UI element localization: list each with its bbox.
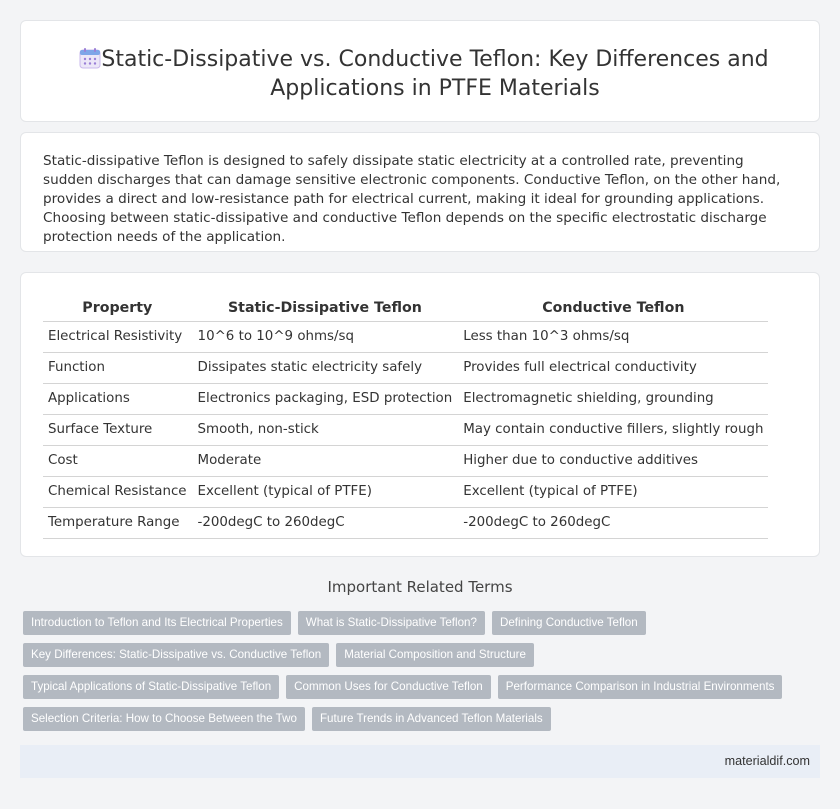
table-cell: Higher due to conductive additives <box>458 445 769 476</box>
related-term-tag[interactable]: What is Static-Dissipative Teflon? <box>298 611 485 635</box>
table-cell: -200degC to 260degC <box>192 507 458 538</box>
page-title: Static-Dissipative vs. Conductive Teflon: Key Differences and Applications in PTFE Materials <box>101 47 769 101</box>
related-terms-row <box>23 643 823 667</box>
table-row <box>43 476 768 507</box>
related-terms-row <box>23 675 823 699</box>
intro-paragraph: Static-dissipative Teflon is designed to safely dissipate static electricity at a controlled rate, preventing sudden discharges that can damage sensitive electronic components. Conductive Teflon, on the other hand, provides a direct and low-resistance path for electrical current, making it ideal for grounding applications. Choosing between static-dissipative and conductive Teflon depends on the specific electrostatic discharge protection needs of the application. <box>43 153 781 245</box>
related-term-tag[interactable]: Common Uses for Conductive Teflon <box>286 675 491 699</box>
related-term-tag[interactable]: Future Trends in Advanced Teflon Materials <box>312 707 551 731</box>
table-row <box>43 352 768 383</box>
comparison-table-card <box>20 272 820 557</box>
table-cell: Electromagnetic shielding, grounding <box>458 383 769 414</box>
footer <box>20 745 820 778</box>
related-term-tag[interactable]: Selection Criteria: How to Choose Between the Two <box>23 707 305 731</box>
table-cell: -200degC to 260degC <box>458 507 769 538</box>
table-cell: Chemical Resistance <box>43 476 192 507</box>
related-term-tag[interactable]: Defining Conductive Teflon <box>492 611 646 635</box>
table-cell: Excellent (typical of PTFE) <box>458 476 769 507</box>
table-cell: 10^6 to 10^9 ohms/sq <box>192 321 458 352</box>
table-cell: Cost <box>43 445 192 476</box>
table-header-row <box>43 295 768 321</box>
table-row <box>43 507 768 538</box>
table-row <box>43 445 768 476</box>
table-cell: May contain conductive fillers, slightly rough <box>458 414 769 445</box>
table-row <box>43 383 768 414</box>
table-cell: Applications <box>43 383 192 414</box>
related-terms-row <box>23 707 823 731</box>
table-cell: Electrical Resistivity <box>43 321 192 352</box>
table-cell: Function <box>43 352 192 383</box>
related-terms-row <box>23 611 823 635</box>
table-cell: Less than 10^3 ohms/sq <box>458 321 769 352</box>
related-term-tag[interactable]: Typical Applications of Static-Dissipative Teflon <box>23 675 279 699</box>
table-cell: Moderate <box>192 445 458 476</box>
comparison-table <box>43 295 768 539</box>
related-term-tag[interactable]: Performance Comparison in Industrial Environments <box>498 675 783 699</box>
table-row <box>43 321 768 352</box>
table-cell: Surface Texture <box>43 414 192 445</box>
column-header: Conductive Teflon <box>458 295 769 321</box>
table-cell: Excellent (typical of PTFE) <box>192 476 458 507</box>
table-cell: Dissipates static electricity safely <box>192 352 458 383</box>
related-terms-title: Important Related Terms <box>327 578 513 596</box>
related-term-tag[interactable]: Material Composition and Structure <box>336 643 534 667</box>
table-cell: Provides full electrical conductivity <box>458 352 769 383</box>
related-term-tag[interactable]: Key Differences: Static-Dissipative vs. Conductive Teflon <box>23 643 329 667</box>
table-cell: Electronics packaging, ESD protection <box>192 383 458 414</box>
table-cell: Temperature Range <box>43 507 192 538</box>
column-header: Property <box>43 295 192 321</box>
table-row <box>43 414 768 445</box>
table-cell: Smooth, non-stick <box>192 414 458 445</box>
column-header: Static-Dissipative Teflon <box>192 295 458 321</box>
title-card <box>20 20 820 122</box>
intro-card <box>20 132 820 252</box>
footer-site-link[interactable]: materialdif.com <box>724 754 810 768</box>
related-term-tag[interactable]: Introduction to Teflon and Its Electrical Properties <box>23 611 291 635</box>
